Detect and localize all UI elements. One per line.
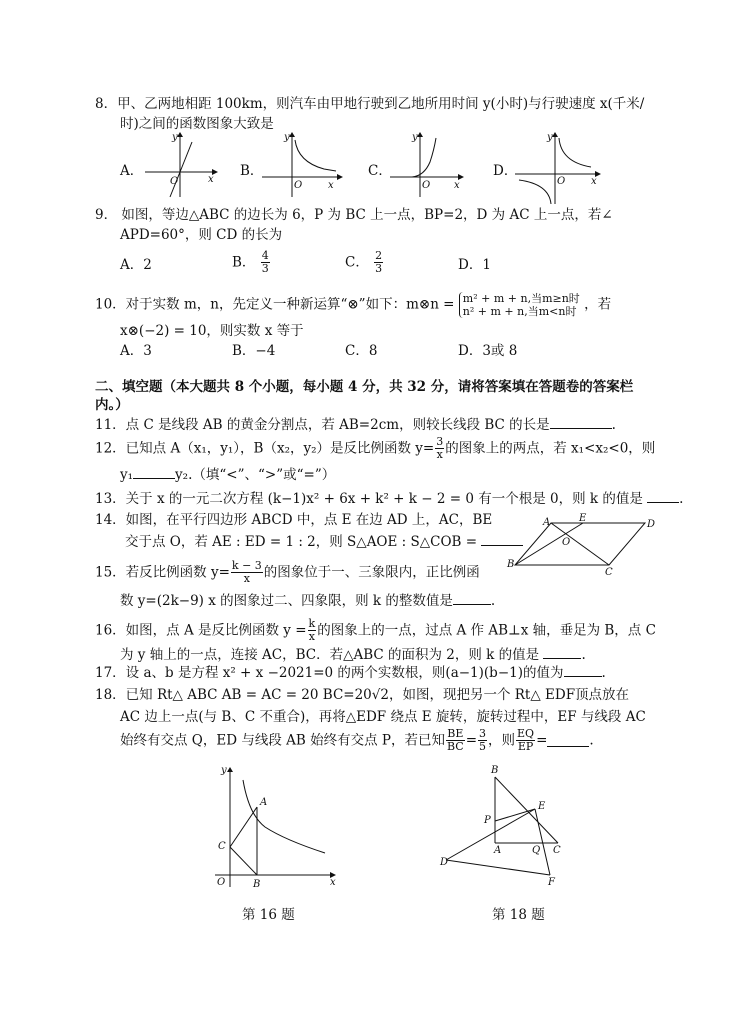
svg-text:B: B (491, 765, 499, 776)
section-heading: 二、填空题（本大题共 8 个小题，每小题 4 分，共 32 分，请将答案填在答题卷的答案栏 (95, 379, 634, 395)
graph-b (262, 132, 347, 202)
q15-line2: 数 y=(2k−9) x 的图象过二、四象限，则 k 的整数值是 . (120, 593, 496, 609)
section-heading-cont: 内。） (95, 397, 129, 413)
caption-fig-16: 第 16 题 (242, 907, 295, 923)
q8-option-c: C． (368, 163, 392, 179)
q8-line2: 时)之间的函数图象大致是 (120, 116, 274, 132)
svg-text:y: y (172, 132, 178, 143)
q16-line2: 为 y 轴上的一点，连接 AC，BC．若△ABC 的面积为 2，则 k 的值是 . (120, 647, 586, 663)
svg-text:y: y (284, 132, 290, 143)
q12-line1: 12．已知点 A（x₁，y₁），B（x₂，y₂）是反比例函数 y= $\frac{3}{x}$ 的图象上的两点，若 x₁<x₂<0，则 (95, 435, 656, 461)
q8-option-a: A． (120, 163, 144, 179)
svg-text:x: x (328, 180, 334, 191)
q8-option-b: B． (240, 163, 264, 179)
q9-option-b: B． $\frac{4}{3}$ (232, 249, 269, 275)
fig-16-graph (205, 765, 345, 890)
svg-text:P: P (484, 815, 491, 826)
q10-line2: x⊗(−2) = 10，则实数 x 等于 (120, 323, 304, 339)
svg-text:D: D (647, 519, 656, 530)
graph-d (515, 132, 605, 207)
q11: 11．点 C 是线段 AB 的黄金分割点，若 AB=2cm，则较长线段 BC 的长是 . (95, 417, 616, 433)
graph-a (140, 132, 220, 202)
q17: 17．设 a、b 是方程 x² + x −2021=0 的两个实数根，则(a−1)(b−1)的值为 . (95, 665, 606, 681)
svg-text:A: A (494, 845, 502, 856)
svg-text:O: O (170, 176, 179, 187)
svg-text:O: O (557, 176, 566, 187)
svg-text:x: x (591, 176, 597, 187)
q9-option-a: A．2 (120, 257, 152, 273)
svg-text:y: y (221, 765, 227, 776)
svg-text:E: E (538, 801, 546, 812)
q16-line1: 16．如图，点 A 是反比例函数 y = $\frac{k}{x}$ 的图象上的一点，过点 A 作 AB⊥x 轴，垂足为 B，点 C (95, 617, 656, 643)
q13: 13．关于 x 的一元二次方程 (k−1)x² + 6x + k² + k − 2 = 0 有一个根是 0，则 k 的值是 . (95, 491, 684, 507)
svg-text:F: F (548, 877, 555, 888)
svg-text:x: x (208, 174, 214, 185)
svg-text:O: O (562, 537, 571, 548)
fig-14-parallelogram (505, 513, 656, 578)
q10-option-a: A．3 (120, 343, 152, 359)
q18-line1: 18．已知 Rt△ ABC AB = AC = 20 BC=20√2，如图，现把另一个 Rt△ EDF顶点放在 (95, 687, 630, 703)
svg-text:A: A (543, 517, 551, 528)
svg-text:D: D (440, 857, 449, 868)
svg-text:C: C (605, 567, 613, 578)
svg-text:C: C (553, 845, 561, 856)
q14-line2: 交于点 O，若 AE : ED = 1 : 2，则 S△AOE : S△COB = (125, 533, 523, 551)
q12-line2: y₁ y₂.（填“<”、“>”或“=”） (120, 467, 336, 483)
svg-text:y: y (412, 132, 418, 143)
svg-text:Q: Q (532, 845, 541, 856)
q8-line1: 8．甲、乙两地相距 100km，则汽车由甲地行驶到乙地所用时间 y(小时)与行驶速度 x(千米/ (95, 96, 645, 112)
svg-text:B: B (253, 879, 261, 890)
svg-text:O: O (217, 877, 226, 888)
q10-option-c: C．8 (345, 343, 378, 359)
svg-text:x: x (330, 877, 336, 888)
fig-18-triangles (438, 765, 578, 890)
q9-option-c: C． $\frac{2}{3}$ (345, 249, 383, 275)
graph-c (390, 132, 470, 202)
q14-line1: 14．如图，在平行四边形 ABCD 中，点 E 在边 AD 上，AC，BE (95, 512, 493, 528)
q10-line1: 10．对于实数 m，n，先定义一种新运算“⊗”如下：m⊗n = m² + m + n,当m≥n时 n² + m + n,当m<n时 ，若 (95, 292, 612, 318)
q18-line2: AC 边上一点(与 B、C 不重合)，再将△EDF 绕点 E 旋转，旋转过程中，EF 与线段 AC (120, 709, 646, 725)
q9-option-d: D．1 (458, 257, 491, 273)
q18-line3: 始终有交点 Q，ED 与线段 AB 始终有交点 P，若已知 $\frac{BE}{BC}$ = $\frac{3}{5}$ ，则 $\frac{EQ}{EP}$ = . (120, 727, 594, 753)
svg-text:E: E (579, 513, 587, 524)
svg-text:B: B (507, 559, 515, 570)
q8-option-d: D． (493, 163, 518, 179)
svg-text:O: O (294, 180, 303, 191)
q15-line1: 15．若反比例函数 y= $\frac{k - 3}{x}$ 的图象位于一、三象限内，正比例函 (95, 559, 480, 585)
svg-text:O: O (422, 180, 431, 191)
q10-option-b: B．−4 (232, 343, 276, 359)
svg-text:x: x (454, 180, 460, 191)
q9-line1: 9． 如图，等边△ABC 的边长为 6，P 为 BC 上一点，BP=2，D 为 AC 上一点，若∠ (95, 207, 613, 223)
q10-option-d: D．3或 8 (458, 343, 518, 359)
q9-line2: APD=60°，则 CD 的长为 (120, 227, 283, 243)
svg-text:A: A (260, 797, 268, 808)
svg-text:y: y (547, 132, 553, 143)
svg-text:C: C (218, 841, 226, 852)
caption-fig-18: 第 18 题 (492, 907, 545, 923)
